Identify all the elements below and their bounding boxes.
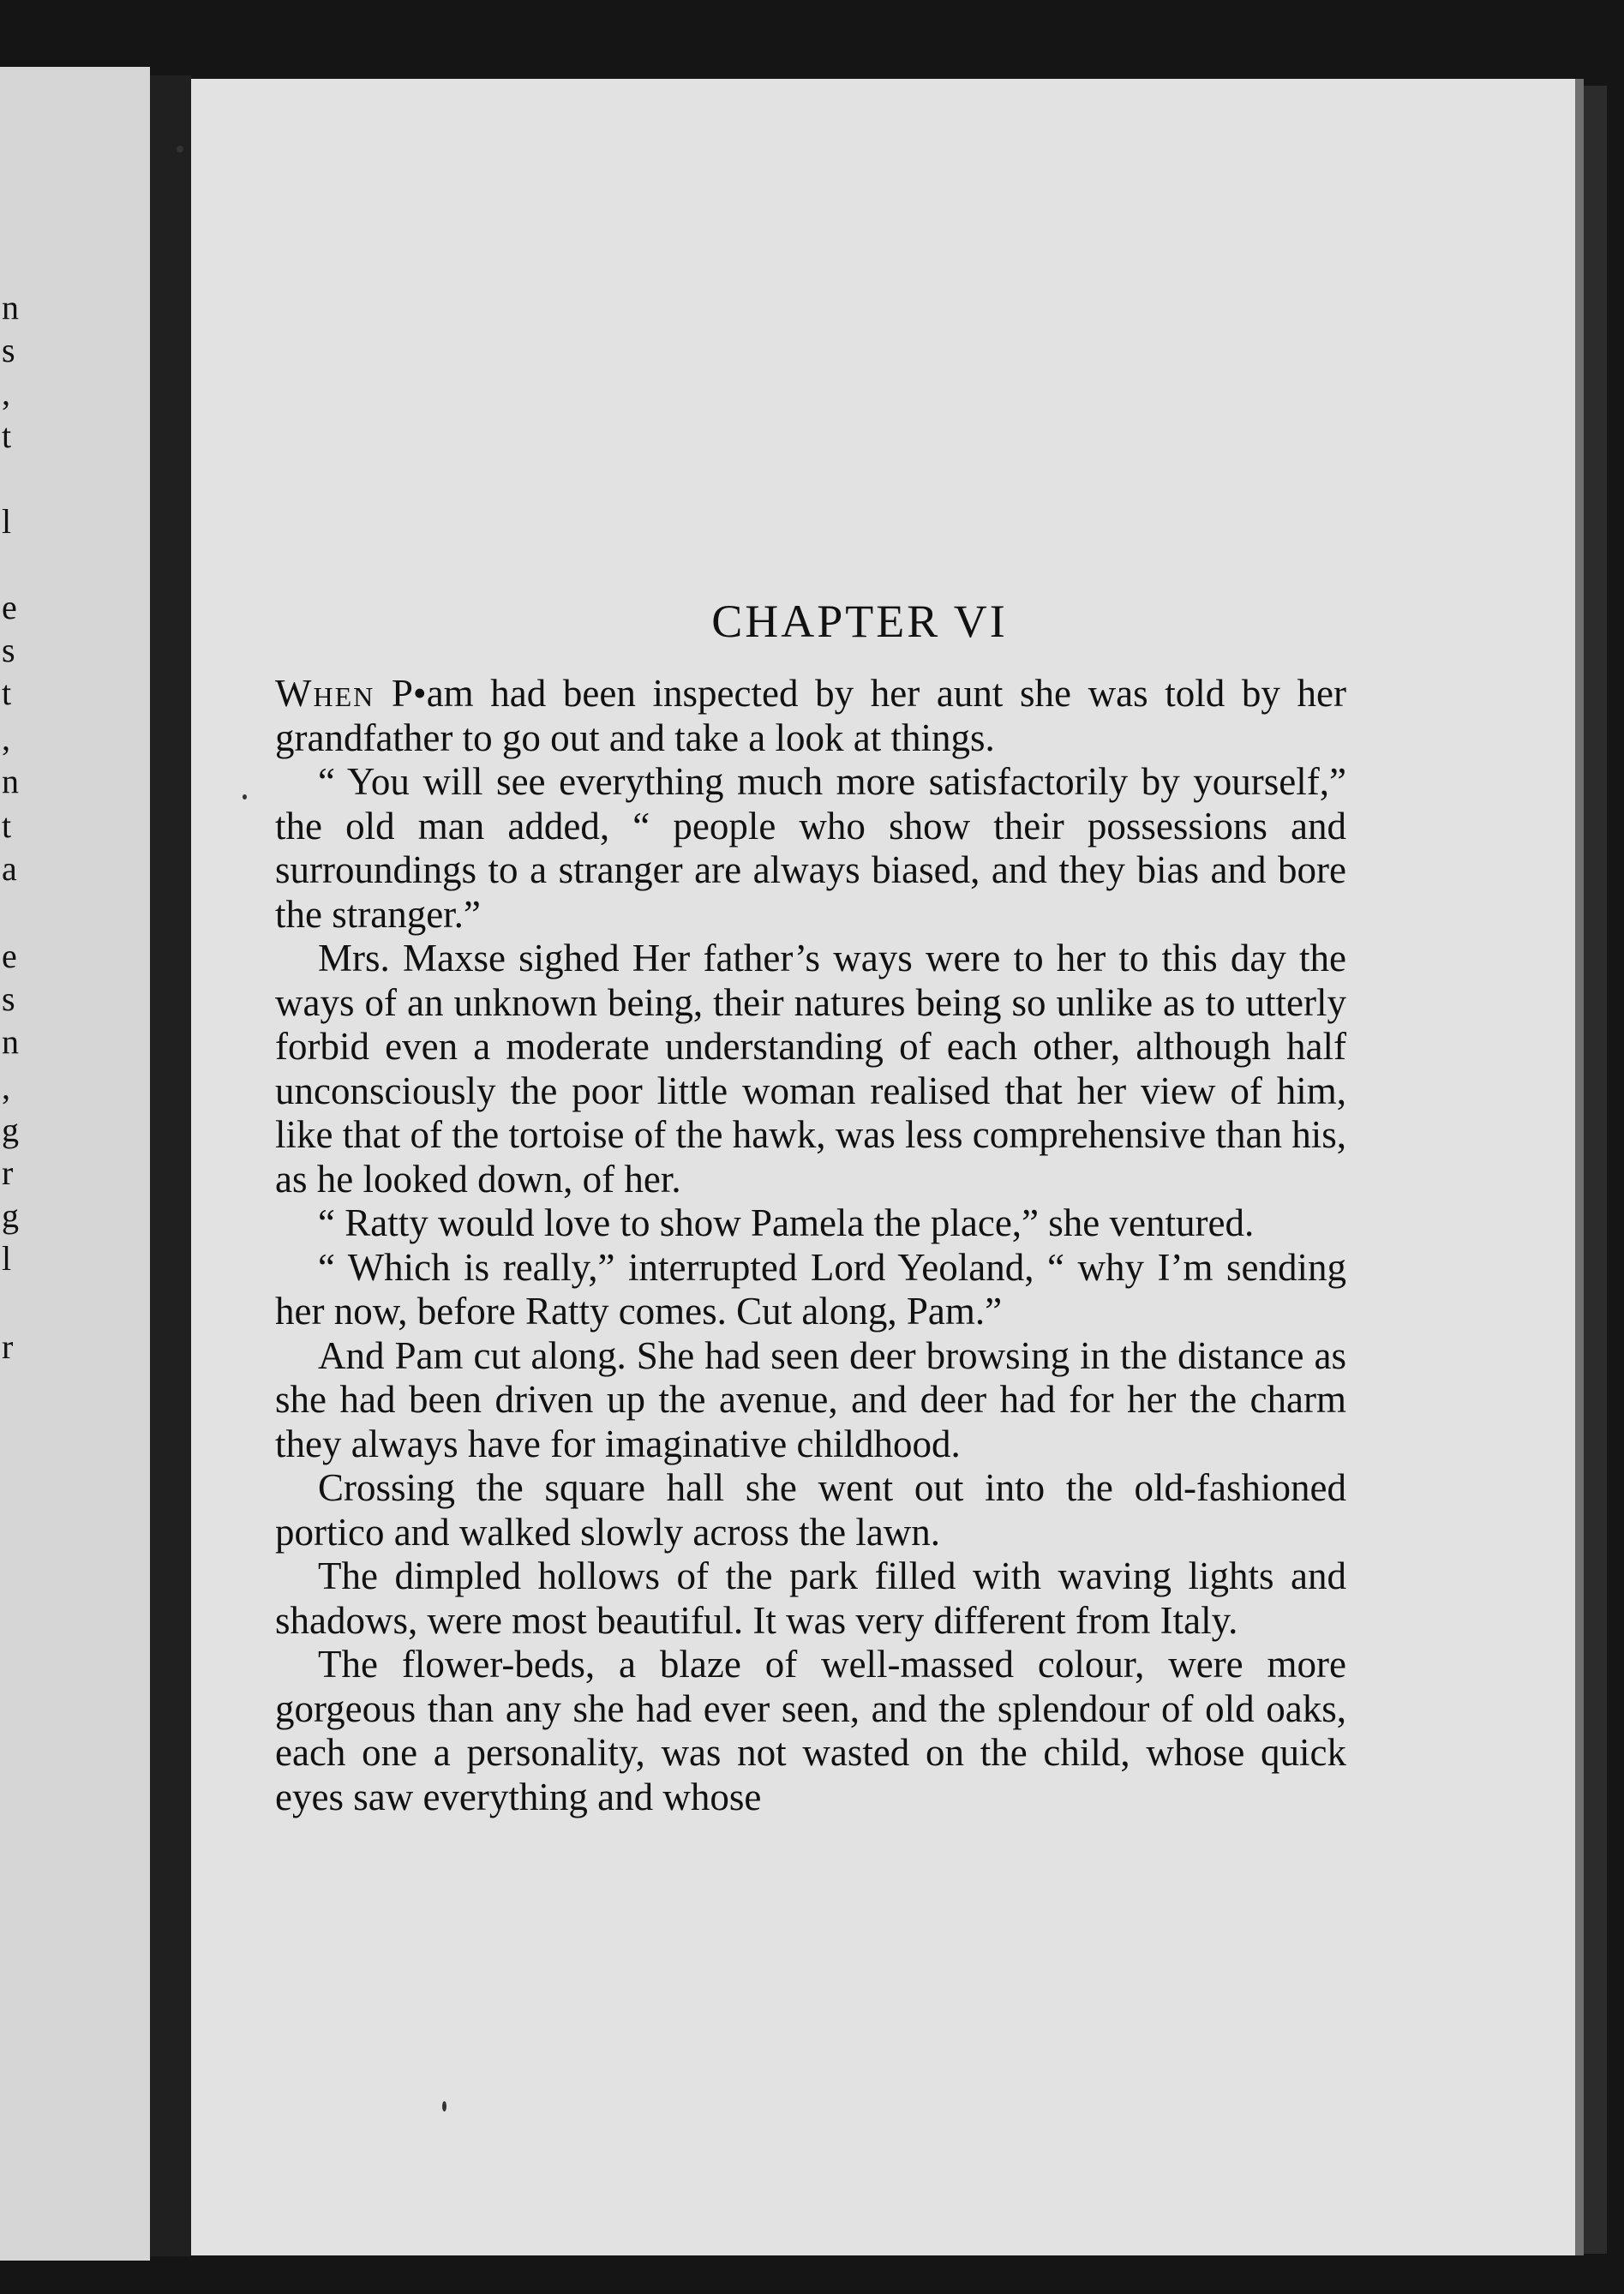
- margin-fragment: s: [2, 979, 15, 1018]
- chapter-title: CHAPTER VI: [711, 596, 1008, 647]
- paragraph: The dimpled hollows of the park filled with waving lights and shadows, were most beautiful. It was very different from Italy.: [275, 1554, 1346, 1642]
- margin-fragment: t: [2, 416, 12, 455]
- paragraph: And Pam cut along. She had seen deer browsing in the distance as she had been driven up the avenue, and deer had for her the charm they always have for imaginative childhood.: [275, 1333, 1346, 1465]
- opening-word: When: [275, 672, 375, 715]
- paragraph: Mrs. Maxse sighed Her father’s ways were to her to this day the ways of an unknown being, their natures being so unlike as to utterly forbid even a moderate understanding of each other, although half unconsciously the poor little woman realised that her view of him, like that of the tortoise of the hawk, was less comprehensive than his, as he looked down, of her.: [275, 937, 1346, 1201]
- book-gutter: [150, 75, 191, 2256]
- margin-fragment: g: [2, 1196, 19, 1235]
- margin-fragment: e: [2, 937, 17, 975]
- margin-fragment: e: [2, 588, 17, 626]
- scan-speck: [243, 794, 247, 800]
- margin-fragment: l: [2, 502, 12, 541]
- paragraph: “ Ratty would love to show Pamela the place,” she ventured.: [318, 1201, 1255, 1244]
- paragraph: [275, 672, 1346, 760]
- chapter-body: [275, 672, 1346, 1819]
- margin-fragment: n: [2, 1022, 19, 1061]
- margin-fragment: s: [2, 331, 15, 369]
- margin-fragment: r: [2, 1327, 14, 1366]
- left-margin-fragments: [0, 67, 26, 2261]
- left-page-edge: [0, 67, 150, 2261]
- margin-fragment: n: [2, 762, 19, 800]
- paragraph: “ Which is really,” interrupted Lord Yeoland, “ why I’m sending her now, before Ratty comes. Cut along, Pam.”: [275, 1245, 1346, 1333]
- paragraph: Crossing the square hall she went out into the old-fashioned portico and walked slowly across the lawn.: [275, 1466, 1346, 1554]
- margin-fragment: ,: [2, 1068, 10, 1106]
- margin-fragment: r: [2, 1153, 14, 1192]
- margin-fragment: t: [2, 674, 12, 712]
- right-page: [191, 79, 1584, 2255]
- page-edge-shadow: [1581, 86, 1607, 2254]
- scan-speck: [177, 146, 183, 153]
- paragraph-text: P•am had been inspected by her aunt she was told by her grandfather to go out and take a look at things.: [275, 672, 1347, 759]
- margin-fragment: l: [2, 1239, 12, 1278]
- scan-speck: [442, 2101, 446, 2111]
- paragraph: The flower-beds, a blaze of well-massed colour, were more gorgeous than any she had ever seen, and the splendour of old oaks, each one a personality, was not wasted on the child, whose quick eyes saw everything and whose: [275, 1643, 1346, 1818]
- margin-fragment: n: [2, 288, 19, 326]
- margin-fragment: s: [2, 631, 15, 669]
- margin-fragment: g: [2, 1111, 19, 1149]
- margin-fragment: ,: [2, 719, 10, 758]
- margin-fragment: ,: [2, 374, 10, 412]
- paragraph: “ You will see everything much more satisfactorily by yourself,” the old man added, “ people who show their possessions and surroundings to a stranger are always biased, and they bias and bore the stranger.”: [275, 760, 1346, 936]
- margin-fragment: t: [2, 806, 12, 845]
- margin-fragment: a: [2, 849, 17, 888]
